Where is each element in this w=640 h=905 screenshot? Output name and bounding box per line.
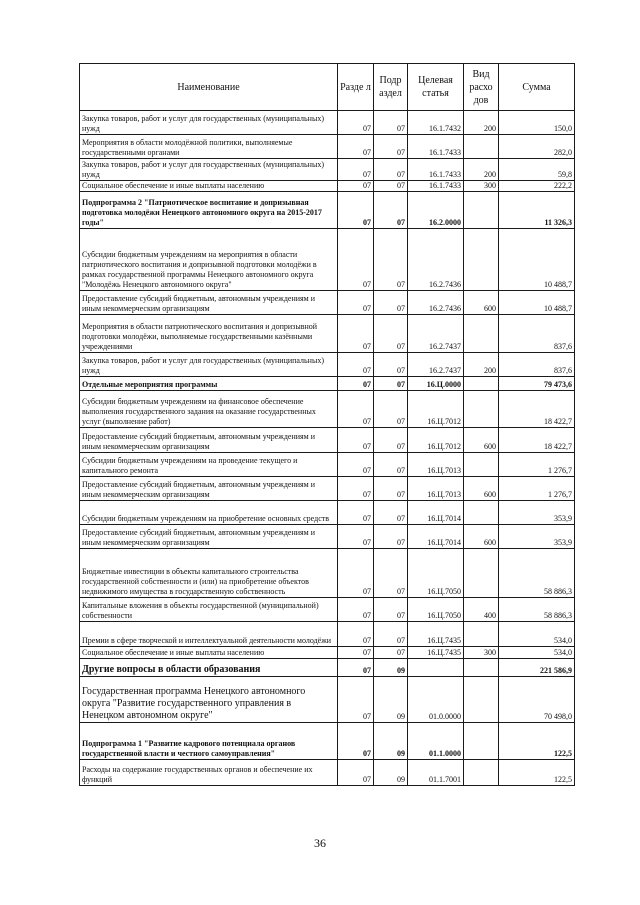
table-row <box>80 377 575 391</box>
row-amount: 222,2 <box>499 181 575 192</box>
row-subsection: 07 <box>374 501 408 525</box>
row-section: 07 <box>338 453 374 477</box>
row-amount: 534,0 <box>499 647 575 659</box>
budget-table <box>79 63 575 786</box>
row-target: 16.Ц.7050 <box>408 598 464 622</box>
table-row <box>80 659 575 677</box>
row-expense-type <box>464 453 499 477</box>
row-section: 07 <box>338 525 374 549</box>
row-amount: 221 586,9 <box>499 659 575 677</box>
row-amount: 59,8 <box>499 159 575 181</box>
row-section: 07 <box>338 677 374 723</box>
row-amount: 1 276,7 <box>499 453 575 477</box>
row-target: 16.Ц.7050 <box>408 549 464 598</box>
row-section: 07 <box>338 598 374 622</box>
row-subsection: 09 <box>374 760 408 786</box>
row-section: 07 <box>338 647 374 659</box>
row-expense-type: 200 <box>464 159 499 181</box>
row-subsection: 07 <box>374 647 408 659</box>
row-target: 16.Ц.7013 <box>408 477 464 501</box>
table-row <box>80 549 575 598</box>
row-name: Мероприятия в области патриотического воспитания и допризывной подготовки молодёжи, выполняемые государственными казёнными учреждениями <box>80 315 338 353</box>
row-section: 07 <box>338 477 374 501</box>
row-target: 01.0.0000 <box>408 677 464 723</box>
page-number: 36 <box>314 836 326 850</box>
row-subsection: 07 <box>374 428 408 453</box>
row-subsection: 07 <box>374 159 408 181</box>
row-expense-type <box>464 192 499 229</box>
row-name: Субсидии бюджетным учреждениям на мероприятия в области патриотического воспитания и допризывной подготовки молодёжи в рамках государственной программы Ненецкого автономного округа "Молодёжь Ненецкого автономного округа" <box>80 229 338 291</box>
row-name: Государственная программа Ненецкого автономного округа "Развитие государственного управления в Ненецком автономном округе" <box>80 677 338 723</box>
table-row <box>80 181 575 192</box>
row-amount: 18 422,7 <box>499 428 575 453</box>
row-amount: 58 886,3 <box>499 598 575 622</box>
row-amount: 11 326,3 <box>499 192 575 229</box>
row-section: 07 <box>338 181 374 192</box>
row-name: Закупка товаров, работ и услуг для государственных (муниципальных) нужд <box>80 159 338 181</box>
row-section: 07 <box>338 501 374 525</box>
row-amount: 282,0 <box>499 135 575 159</box>
row-expense-type <box>464 622 499 647</box>
row-expense-type <box>464 659 499 677</box>
row-amount: 18 422,7 <box>499 391 575 428</box>
row-expense-type: 300 <box>464 181 499 192</box>
row-expense-type: 400 <box>464 598 499 622</box>
row-name: Предоставление субсидий бюджетным, автономным учреждениям и иным некоммерческим организациям <box>80 428 338 453</box>
row-expense-type <box>464 549 499 598</box>
row-section: 07 <box>338 135 374 159</box>
row-section: 07 <box>338 391 374 428</box>
table-row <box>80 501 575 525</box>
row-name: Отдельные мероприятия программы <box>80 377 338 391</box>
row-section: 07 <box>338 229 374 291</box>
row-expense-type: 600 <box>464 291 499 315</box>
row-target: 01.1.7001 <box>408 760 464 786</box>
row-subsection: 07 <box>374 377 408 391</box>
row-subsection: 07 <box>374 353 408 377</box>
row-name: Премии в сфере творческой и интеллектуальной деятельности молодёжи <box>80 622 338 647</box>
row-subsection: 07 <box>374 477 408 501</box>
row-subsection: 07 <box>374 549 408 598</box>
row-target: 16.1.7433 <box>408 135 464 159</box>
row-name: Предоставление субсидий бюджетным, автономным учреждениям и иным некоммерческим организациям <box>80 477 338 501</box>
row-section: 07 <box>338 192 374 229</box>
row-name: Субсидии бюджетным учреждениям на финансовое обеспечение выполнения государственного задания на оказание государственных услуг (выполнение работ) <box>80 391 338 428</box>
row-section: 07 <box>338 377 374 391</box>
row-subsection: 09 <box>374 677 408 723</box>
row-expense-type <box>464 760 499 786</box>
row-expense-type: 300 <box>464 647 499 659</box>
header-amount: Сумма <box>499 64 575 111</box>
row-target: 16.Ц.7435 <box>408 622 464 647</box>
row-expense-type <box>464 391 499 428</box>
row-subsection: 07 <box>374 453 408 477</box>
row-target: 16.2.7436 <box>408 291 464 315</box>
table-row <box>80 229 575 291</box>
table-row <box>80 525 575 549</box>
header-subsection: Подр аздел <box>374 64 408 111</box>
row-subsection: 07 <box>374 391 408 428</box>
row-target: 16.2.7437 <box>408 315 464 353</box>
row-subsection: 07 <box>374 525 408 549</box>
row-amount: 837,6 <box>499 315 575 353</box>
row-name: Подпрограмма 2 "Патриотическое воспитание и допризывная подготовка молодёжи Ненецкого автономного округа на 2015-2017 годы" <box>80 192 338 229</box>
row-section: 07 <box>338 622 374 647</box>
table-row <box>80 111 575 135</box>
row-amount: 122,5 <box>499 760 575 786</box>
row-section: 07 <box>338 428 374 453</box>
row-expense-type <box>464 677 499 723</box>
row-target: 16.Ц.7013 <box>408 453 464 477</box>
table-row <box>80 291 575 315</box>
row-target: 16.Ц.7014 <box>408 501 464 525</box>
row-subsection: 07 <box>374 291 408 315</box>
row-name: Социальное обеспечение и иные выплаты населению <box>80 647 338 659</box>
row-name: Бюджетные инвестиции в объекты капитального строительства государственной собственности и (или) на приобретение объектов недвижимого имущества в государственную собственность <box>80 549 338 598</box>
row-section: 07 <box>338 659 374 677</box>
row-expense-type: 600 <box>464 525 499 549</box>
row-name: Мероприятия в области молодёжной политики, выполняемые государственными органами <box>80 135 338 159</box>
table-row <box>80 477 575 501</box>
row-amount: 122,5 <box>499 723 575 760</box>
row-name: Субсидии бюджетным учреждениям на проведение текущего и капитального ремонта <box>80 453 338 477</box>
row-name: Другие вопросы в области образования <box>80 659 338 677</box>
row-target: 16.1.7433 <box>408 181 464 192</box>
row-target: 16.2.7436 <box>408 229 464 291</box>
row-target <box>408 659 464 677</box>
row-target: 16.Ц.7012 <box>408 391 464 428</box>
table-row <box>80 453 575 477</box>
table-row <box>80 159 575 181</box>
header-expense-type: Вид расхо дов <box>464 64 499 111</box>
row-name: Капитальные вложения в объекты государственной (муниципальной) собственности <box>80 598 338 622</box>
row-target: 16.2.7437 <box>408 353 464 377</box>
row-subsection: 07 <box>374 192 408 229</box>
table-row <box>80 192 575 229</box>
row-expense-type <box>464 229 499 291</box>
row-name: Расходы на содержание государственных органов и обеспечение их функций <box>80 760 338 786</box>
table-row <box>80 391 575 428</box>
row-section: 07 <box>338 315 374 353</box>
table-row <box>80 723 575 760</box>
row-expense-type: 200 <box>464 353 499 377</box>
row-section: 07 <box>338 353 374 377</box>
row-amount: 534,0 <box>499 622 575 647</box>
row-name: Социальное обеспечение и иные выплаты населению <box>80 181 338 192</box>
row-expense-type <box>464 501 499 525</box>
row-section: 07 <box>338 111 374 135</box>
row-section: 07 <box>338 159 374 181</box>
row-target: 16.Ц.7012 <box>408 428 464 453</box>
row-amount: 353,9 <box>499 501 575 525</box>
row-amount: 353,9 <box>499 525 575 549</box>
table-row <box>80 760 575 786</box>
table-row <box>80 135 575 159</box>
row-section: 07 <box>338 723 374 760</box>
row-target: 16.Ц.7435 <box>408 647 464 659</box>
row-target: 16.1.7432 <box>408 111 464 135</box>
row-section: 07 <box>338 549 374 598</box>
row-subsection: 07 <box>374 135 408 159</box>
table-row <box>80 622 575 647</box>
row-expense-type: 200 <box>464 111 499 135</box>
row-target: 16.Ц.7014 <box>408 525 464 549</box>
table-row <box>80 598 575 622</box>
table-row <box>80 647 575 659</box>
row-name: Закупка товаров, работ и услуг для государственных (муниципальных) нужд <box>80 111 338 135</box>
row-amount: 1 276,7 <box>499 477 575 501</box>
row-expense-type <box>464 135 499 159</box>
row-subsection: 09 <box>374 659 408 677</box>
table-row <box>80 677 575 723</box>
row-amount: 70 498,0 <box>499 677 575 723</box>
header-target: Целевая статья <box>408 64 464 111</box>
row-name: Субсидии бюджетным учреждениям на приобретение основных средств <box>80 501 338 525</box>
row-section: 07 <box>338 760 374 786</box>
row-target: 16.Ц.0000 <box>408 377 464 391</box>
row-name: Предоставление субсидий бюджетным, автономным учреждениям и иным некоммерческим организациям <box>80 525 338 549</box>
table-row <box>80 353 575 377</box>
row-name: Закупка товаров, работ и услуг для государственных (муниципальных) нужд <box>80 353 338 377</box>
row-subsection: 07 <box>374 111 408 135</box>
row-target: 16.2.0000 <box>408 192 464 229</box>
row-amount: 79 473,6 <box>499 377 575 391</box>
row-subsection: 07 <box>374 598 408 622</box>
row-subsection: 07 <box>374 181 408 192</box>
row-amount: 837,6 <box>499 353 575 377</box>
row-expense-type: 600 <box>464 477 499 501</box>
row-name: Предоставление субсидий бюджетным, автономным учреждениям и иным некоммерческим организациям <box>80 291 338 315</box>
row-amount: 58 886,3 <box>499 549 575 598</box>
header-name: Наименование <box>80 64 338 111</box>
table-row <box>80 315 575 353</box>
row-name: Подпрограмма 1 "Развитие кадрового потенциала органов государственной власти и честного самоуправления" <box>80 723 338 760</box>
header-section: Разде л <box>338 64 374 111</box>
row-expense-type <box>464 315 499 353</box>
row-target: 01.1.0000 <box>408 723 464 760</box>
row-amount: 10 488,7 <box>499 291 575 315</box>
row-amount: 10 488,7 <box>499 229 575 291</box>
row-subsection: 07 <box>374 622 408 647</box>
row-subsection: 09 <box>374 723 408 760</box>
table-header <box>80 64 575 111</box>
row-expense-type: 600 <box>464 428 499 453</box>
table-row <box>80 428 575 453</box>
row-target: 16.1.7433 <box>408 159 464 181</box>
row-subsection: 07 <box>374 315 408 353</box>
row-subsection: 07 <box>374 229 408 291</box>
row-expense-type <box>464 377 499 391</box>
row-section: 07 <box>338 291 374 315</box>
row-expense-type <box>464 723 499 760</box>
row-amount: 150,0 <box>499 111 575 135</box>
